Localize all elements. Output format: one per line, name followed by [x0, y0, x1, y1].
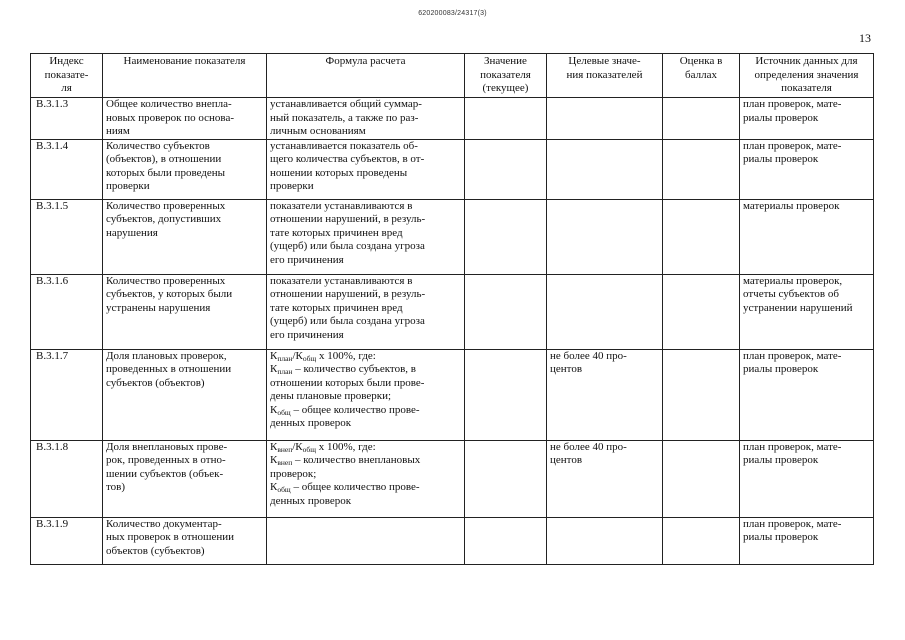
calculation-formula: [267, 440, 465, 517]
formula-line: тате которых причинен вред: [270, 226, 403, 239]
formula-line: ный показатель, а также по раз-: [270, 111, 419, 124]
table-row: [31, 517, 874, 564]
current-value: [465, 349, 547, 440]
table-row: [31, 349, 874, 440]
indicator-name-line: шении субъектов (объек-: [106, 467, 224, 480]
formula-line: щего количества субъектов, в от-: [270, 153, 425, 165]
table-header-row: [31, 54, 874, 98]
formula-line: проверки: [270, 180, 314, 192]
indicator-index: В.3.1.4: [31, 139, 103, 199]
indicator-name-line: субъектов (объектов): [106, 376, 205, 389]
data-source-line: план проверок, мате-: [743, 349, 842, 362]
target-value-line: центов: [550, 363, 583, 375]
header-line: Наименование показателя: [123, 55, 246, 67]
header-index: [31, 54, 103, 98]
score-value: [663, 349, 740, 440]
header-line: Оценка в: [679, 55, 723, 67]
calculation-formula: [267, 274, 465, 349]
indicator-name-line: устранены нарушения: [106, 301, 211, 314]
data-source: [740, 440, 874, 517]
data-source-line: план проверок, мате-: [743, 517, 842, 530]
indicator-name: [103, 139, 267, 199]
indicator-index: В.3.1.3: [31, 98, 103, 140]
indicator-name: [103, 274, 267, 349]
formula-subscript: план: [277, 353, 293, 363]
indicator-index: В.3.1.5: [31, 199, 103, 274]
target-value-line: не более 40 про-: [550, 440, 627, 453]
indicator-name-line: субъектов, допустивших: [106, 213, 222, 225]
formula-line: (ущерб) или была создана угроза: [270, 315, 425, 327]
data-source: [740, 98, 874, 140]
calculation-formula: [267, 199, 465, 274]
formula-line: отношении нарушений, в резуль-: [270, 213, 426, 225]
header-line: Источник данных для: [755, 55, 858, 67]
data-source-line: риалы проверок: [743, 111, 819, 124]
indicator-name: [103, 199, 267, 274]
score-value: [663, 274, 740, 349]
header-current-value: [465, 54, 547, 98]
calculation-formula: [267, 517, 465, 564]
score-value: [663, 139, 740, 199]
indicator-name-line: ных проверок в отношении: [106, 531, 235, 543]
header-target-values: [547, 54, 663, 98]
score-value: [663, 98, 740, 140]
formula-line: $К_{план}$ – количество субъектов, в: [270, 363, 416, 376]
target-value: [547, 517, 663, 564]
formula-subscript: план: [277, 367, 293, 376]
formula-line: отношении нарушений, в резуль-: [270, 288, 426, 300]
page-number: 13: [859, 31, 871, 45]
current-value: [465, 440, 547, 517]
formula-line: отношении которых были прове-: [270, 376, 425, 389]
data-source-line: риалы проверок: [743, 531, 819, 543]
indicator-name-line: нарушения: [106, 226, 158, 239]
indicator-index: В.3.1.6: [31, 274, 103, 349]
formula-line: показатели устанавливаются в: [270, 199, 413, 212]
header-line: показателя: [781, 82, 832, 94]
header-line: показате-: [44, 68, 89, 81]
data-source: [740, 199, 874, 274]
formula-line: его причинения: [270, 253, 344, 266]
current-value: [465, 517, 547, 564]
indicator-name-line: Количество проверенных: [106, 199, 226, 212]
formula-line: ношении которых проведены: [270, 166, 408, 179]
calculation-formula: [267, 349, 465, 440]
header-line: Формула расчета: [325, 55, 406, 67]
target-value: [547, 440, 663, 517]
indicator-name-line: (объектов), в отношении: [106, 153, 222, 165]
header-line: Значение: [484, 55, 527, 67]
header-line: (текущее): [482, 82, 529, 94]
indicator-name-line: Общее количество внепла-: [106, 98, 232, 110]
indicator-name-line: новых проверок по основа-: [106, 111, 234, 124]
current-value: [465, 98, 547, 140]
formula-line: устанавливается общий суммар-: [270, 98, 422, 110]
current-value: [465, 139, 547, 199]
formula-line: $К_{план}/К_{общ}$ х 100%, где:: [270, 349, 376, 363]
data-source: [740, 139, 874, 199]
indicator-name: [103, 517, 267, 564]
indicators-table: [30, 53, 874, 565]
indicator-name: [103, 440, 267, 517]
indicator-index: В.3.1.7: [31, 349, 103, 440]
formula-subscript: общ: [302, 353, 317, 363]
indicator-name-line: Количество документар-: [106, 517, 222, 530]
formula-line: его причинения: [270, 328, 344, 341]
indicator-name-line: проведенных в отношении: [106, 363, 232, 375]
indicator-name-line: Доля плановых проверок,: [106, 349, 227, 362]
score-value: [663, 199, 740, 274]
indicator-index: В.3.1.9: [31, 517, 103, 564]
indicator-name-line: проверки: [106, 180, 150, 192]
data-source-line: план проверок, мате-: [743, 139, 842, 152]
data-source-line: риалы проверок: [743, 454, 819, 466]
formula-subscript: общ: [277, 485, 291, 494]
header-name: [103, 54, 267, 98]
target-value: [547, 349, 663, 440]
header-line: ля: [61, 82, 72, 94]
header-line: ния показателей: [566, 68, 643, 81]
table-row: [31, 98, 874, 140]
indicator-name: [103, 98, 267, 140]
indicator-name-line: ниям: [106, 125, 130, 137]
target-value: [547, 98, 663, 140]
header-line: определения значения: [754, 68, 859, 81]
formula-line: (ущерб) или была создана угроза: [270, 240, 425, 252]
data-source: [740, 274, 874, 349]
target-value: [547, 139, 663, 199]
table-row: [31, 440, 874, 517]
header-data-source: [740, 54, 874, 98]
data-source-line: риалы проверок: [743, 363, 819, 375]
formula-line: $К_{внеп}$ – количество внеплановых: [270, 454, 421, 467]
calculation-formula: [267, 139, 465, 199]
formula-subscript: общ: [277, 407, 291, 417]
formula-line: денных проверок: [270, 494, 352, 507]
header-line: Индекс: [49, 55, 84, 67]
header-line: показателя: [480, 68, 531, 81]
score-value: [663, 440, 740, 517]
indicator-index: В.3.1.8: [31, 440, 103, 517]
formula-line: денных проверок: [270, 417, 352, 429]
target-value: [547, 274, 663, 349]
data-source-line: устранении нарушений: [743, 301, 853, 314]
indicator-name-line: Количество субъектов: [106, 139, 210, 152]
data-source: [740, 349, 874, 440]
formula-subscript: общ: [302, 444, 316, 454]
data-source-line: отчеты субъектов об: [743, 288, 839, 300]
data-source-line: риалы проверок: [743, 153, 819, 165]
data-source: [740, 517, 874, 564]
indicator-name-line: Количество проверенных: [106, 274, 226, 287]
header-line: баллах: [685, 68, 717, 81]
current-value: [465, 274, 547, 349]
formula-line: $К_{внеп}/К_{общ}$ х 100%, где:: [270, 440, 376, 454]
formula-line: тате которых причинен вред: [270, 301, 403, 314]
target-value-line: центов: [550, 454, 583, 466]
table-row: [31, 274, 874, 349]
indicator-name: [103, 349, 267, 440]
target-value: [547, 199, 663, 274]
header-line: Целевые значе-: [568, 55, 641, 67]
formula-line: дены плановые проверки;: [270, 390, 392, 402]
calculation-formula: [267, 98, 465, 140]
indicator-name-line: объектов (субъектов): [106, 544, 205, 557]
data-source-line: материалы проверок: [743, 199, 840, 212]
target-value-line: не более 40 про-: [550, 349, 627, 362]
formula-line: проверок;: [270, 467, 317, 480]
formula-line: $К_{общ}$ – общее количество прове-: [270, 403, 420, 417]
formula-line: показатели устанавливаются в: [270, 274, 413, 287]
indicator-name-line: тов): [106, 481, 126, 493]
formula-line: личным основаниям: [270, 125, 366, 137]
header-score: [663, 54, 740, 98]
indicator-name-line: рок, проведенных в отно-: [106, 454, 226, 466]
data-source-line: план проверок, мате-: [743, 98, 842, 110]
table-body: [31, 98, 874, 565]
current-value: [465, 199, 547, 274]
header-formula: [267, 54, 465, 98]
formula-line: $К_{общ}$ – общее количество прове-: [270, 481, 420, 494]
formula-subscript: внеп: [277, 458, 293, 467]
indicator-name-line: которых были проведены: [106, 166, 226, 179]
data-source-line: материалы проверок,: [743, 274, 843, 287]
data-source-line: план проверок, мате-: [743, 440, 842, 453]
score-value: [663, 517, 740, 564]
formula-subscript: внеп: [277, 444, 293, 454]
table-row: [31, 139, 874, 199]
indicator-name-line: Доля внеплановых прове-: [106, 440, 228, 453]
document-code: 620200083/24317(3): [418, 10, 487, 17]
formula-line: устанавливается показатель об-: [270, 139, 418, 152]
indicator-name-line: субъектов, у которых были: [106, 288, 233, 300]
table-row: [31, 199, 874, 274]
